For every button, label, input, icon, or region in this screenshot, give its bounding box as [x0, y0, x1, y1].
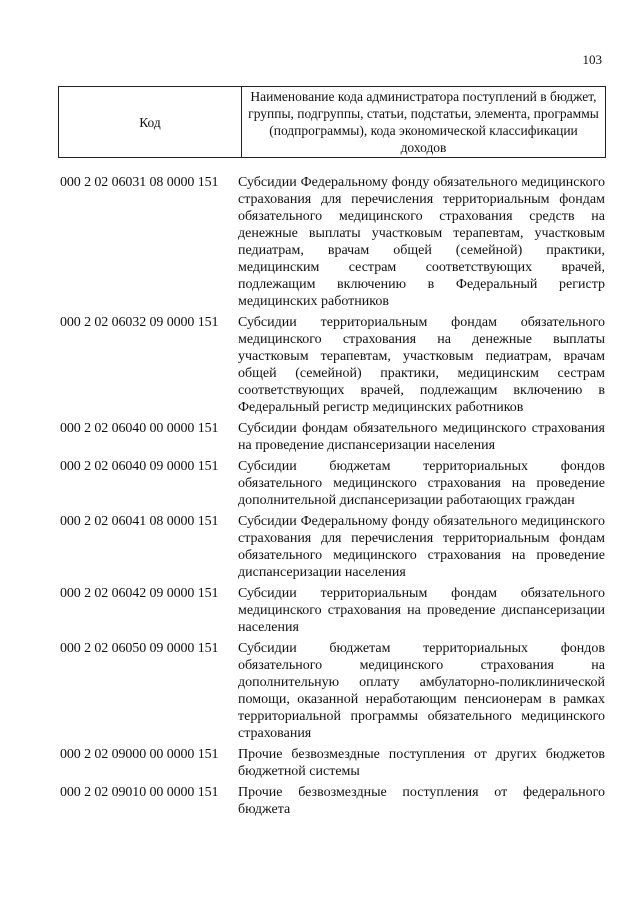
- list-item: [60, 458, 605, 509]
- entry-name: Прочие безвозмездные поступления от других бюджетов бюджетной системы: [238, 747, 605, 779]
- entry-name: Прочие безвозмездные поступления от федерального бюджета: [238, 785, 605, 817]
- entry-name: Субсидии бюджетам территориальных фондов обязательного медицинского страхования на дополнительную оплату амбулаторно-поликлинической помощи, оказанной неработающим пенсионерам в рамках территориальной программы обязательного медицинского страхования: [238, 641, 605, 741]
- entry-code: 000 2 02 09000 00 0000 151: [60, 747, 219, 762]
- entry-code: 000 2 02 06041 08 0000 151: [60, 514, 219, 529]
- entry-code: 000 2 02 06032 09 0000 151: [60, 315, 219, 330]
- list-item: [60, 420, 605, 454]
- entries-list: [60, 174, 605, 822]
- entry-name: Субсидии территориальным фондам обязательного медицинского страхования на денежные выплаты участковым терапевтам, участковым педиатрам, врачам общей (семейной) практики, медицинским сестрам соответствующих врачей, подлежащим включению в Федеральный регистр медицинских работников: [238, 315, 605, 415]
- entry-name: Субсидии бюджетам территориальных фондов обязательного медицинского страхования на проведение дополнительной диспансеризации работающих граждан: [238, 459, 605, 508]
- entry-name: Субсидии фондам обязательного медицинского страхования на проведение диспансеризации населения: [238, 421, 605, 453]
- page-number: 103: [582, 52, 602, 67]
- list-item: [60, 784, 605, 818]
- list-item: [60, 174, 605, 310]
- entry-code: 000 2 02 06031 08 0000 151: [60, 175, 219, 190]
- header-name: Наименование кода администратора поступлений в бюджет, группы, подгруппы, статьи, подстатьи, элемента, программы (подпрограммы), кода экономической классификации доходов: [242, 87, 606, 158]
- entry-name: Субсидии Федеральному фонду обязательного медицинского страхования для перечисления территориальным фондам обязательного медицинского страхования средств на денежные выплаты участковым терапевтам, участковым педиатрам, врачам общей (семейной) практики, медицинским сестрам соответствующих врачей, подлежащим включению в Федеральный регистр медицинских работников: [238, 175, 605, 309]
- list-item: [60, 513, 605, 581]
- entry-code: 000 2 02 06040 00 0000 151: [60, 421, 219, 436]
- list-item: [60, 640, 605, 742]
- entry-name: Субсидии Федеральному фонду обязательного медицинского страхования для перечисления территориальным фондам обязательного медицинского страхования на проведение диспансеризации населения: [238, 514, 605, 580]
- header-table: [58, 86, 606, 158]
- entry-name: Субсидии территориальным фондам обязательного медицинского страхования на проведение диспансеризации населения: [238, 586, 605, 635]
- entry-code: 000 2 02 06050 09 0000 151: [60, 641, 219, 656]
- list-item: [60, 314, 605, 416]
- entry-code: 000 2 02 06040 09 0000 151: [60, 459, 219, 474]
- entry-code: 000 2 02 09010 00 0000 151: [60, 785, 219, 800]
- list-item: [60, 746, 605, 780]
- header-code: Код: [59, 87, 242, 158]
- entry-code: 000 2 02 06042 09 0000 151: [60, 586, 219, 601]
- list-item: [60, 585, 605, 636]
